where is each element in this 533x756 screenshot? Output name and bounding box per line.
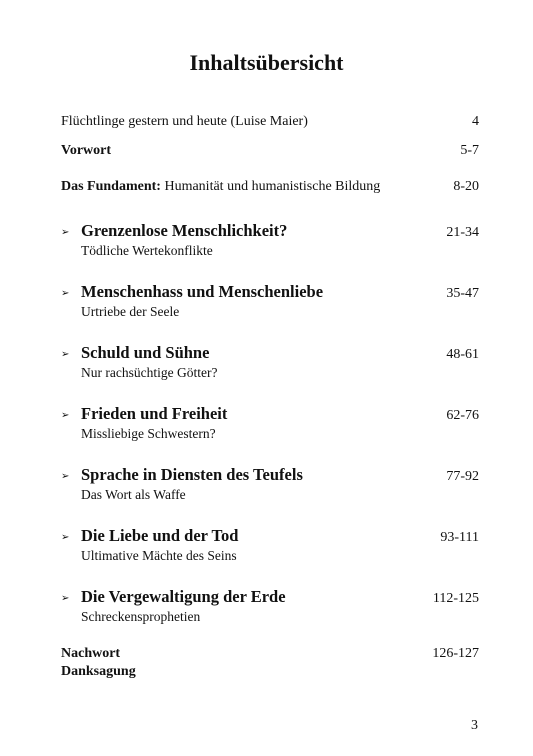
toc-entry-label-rest: Humanität und humanistische Bildung xyxy=(160,179,381,194)
toc-chapter[interactable] xyxy=(61,404,479,442)
toc-entry-fundament[interactable] xyxy=(61,179,479,195)
toc-chapter-head xyxy=(61,587,286,607)
toc-entry-pages: 4 xyxy=(472,114,479,129)
toc-entry-label: Flüchtlinge gestern und heute (Luise Maier) xyxy=(61,114,308,129)
toc-chapter-subtitle: Missliebige Schwestern? xyxy=(81,426,216,441)
toc-chapter-title: Die Liebe und der Tod xyxy=(81,526,239,545)
toc-entry-label-bold: Das Fundament: xyxy=(61,179,161,194)
toc-chapter-subtitle: Das Wort als Waffe xyxy=(81,487,186,502)
arrow-bullet-icon: ➢ xyxy=(61,532,70,543)
toc-chapter-pages: 21-34 xyxy=(446,225,479,240)
toc-chapter-subtitle: Tödliche Wertekonflikte xyxy=(81,243,213,258)
toc-chapter[interactable] xyxy=(61,343,479,381)
toc-entry-pages: 8-20 xyxy=(453,179,479,194)
toc-entry-label: Vorwort xyxy=(61,143,112,158)
toc-chapter-title: Frieden und Freiheit xyxy=(81,404,228,423)
toc-chapter-head xyxy=(61,221,287,241)
toc-chapter-title: Grenzenlose Menschlichkeit? xyxy=(81,221,288,240)
toc-chapter[interactable] xyxy=(61,282,479,320)
toc-chapter[interactable] xyxy=(61,465,479,503)
toc-entry-label: Danksagung xyxy=(61,664,136,679)
arrow-bullet-icon: ➢ xyxy=(61,410,70,421)
toc-entry-vorwort[interactable] xyxy=(61,143,479,159)
arrow-bullet-icon: ➢ xyxy=(61,593,70,604)
toc-chapter-head xyxy=(61,526,238,546)
toc-chapter-pages: 48-61 xyxy=(446,347,479,362)
toc-entry-danksagung[interactable] xyxy=(61,664,479,680)
toc-chapter-head xyxy=(61,343,209,363)
page-title: Inhaltsübersicht xyxy=(189,50,344,75)
toc-chapter-subtitle: Urtriebe der Seele xyxy=(81,304,180,319)
toc-chapter[interactable] xyxy=(61,221,479,259)
toc-chapter-title: Sprache in Diensten des Teufels xyxy=(81,465,303,484)
toc-chapter-pages: 112-125 xyxy=(432,591,479,606)
toc-entry-fluechtlinge[interactable] xyxy=(61,114,479,130)
toc-entry-label: Nachwort xyxy=(61,646,121,661)
toc-chapter-head xyxy=(61,404,227,424)
toc-chapter-subtitle: Nur rachsüchtige Götter? xyxy=(81,365,218,380)
toc-chapter-title: Schuld und Sühne xyxy=(81,343,210,362)
arrow-bullet-icon: ➢ xyxy=(61,288,70,299)
arrow-bullet-icon: ➢ xyxy=(61,471,70,482)
toc-chapter-pages: 77-92 xyxy=(446,469,479,484)
toc-entry-pages: 126-127 xyxy=(432,646,479,661)
toc-chapter[interactable] xyxy=(61,526,479,564)
page-number: 3 xyxy=(471,718,478,733)
toc-chapter-pages: 93-111 xyxy=(440,530,479,545)
toc-entry-pages: 5-7 xyxy=(460,143,479,158)
toc-chapter-pages: 62-76 xyxy=(446,408,479,423)
arrow-bullet-icon: ➢ xyxy=(61,349,70,360)
toc-entry-nachwort[interactable] xyxy=(61,646,479,662)
toc-chapter[interactable] xyxy=(61,587,479,625)
toc-chapter-title: Die Vergewaltigung der Erde xyxy=(81,587,286,606)
toc-chapter-pages: 35-47 xyxy=(446,286,479,301)
toc-chapter-head xyxy=(61,465,303,485)
toc-chapter-head xyxy=(61,282,323,302)
toc-chapter-subtitle: Schreckensprophetien xyxy=(81,609,201,624)
toc-entry-label xyxy=(61,179,380,195)
arrow-bullet-icon: ➢ xyxy=(61,227,70,238)
toc-chapter-subtitle: Ultimative Mächte des Seins xyxy=(81,548,237,563)
toc-chapter-title: Menschenhass und Menschenliebe xyxy=(81,282,324,301)
